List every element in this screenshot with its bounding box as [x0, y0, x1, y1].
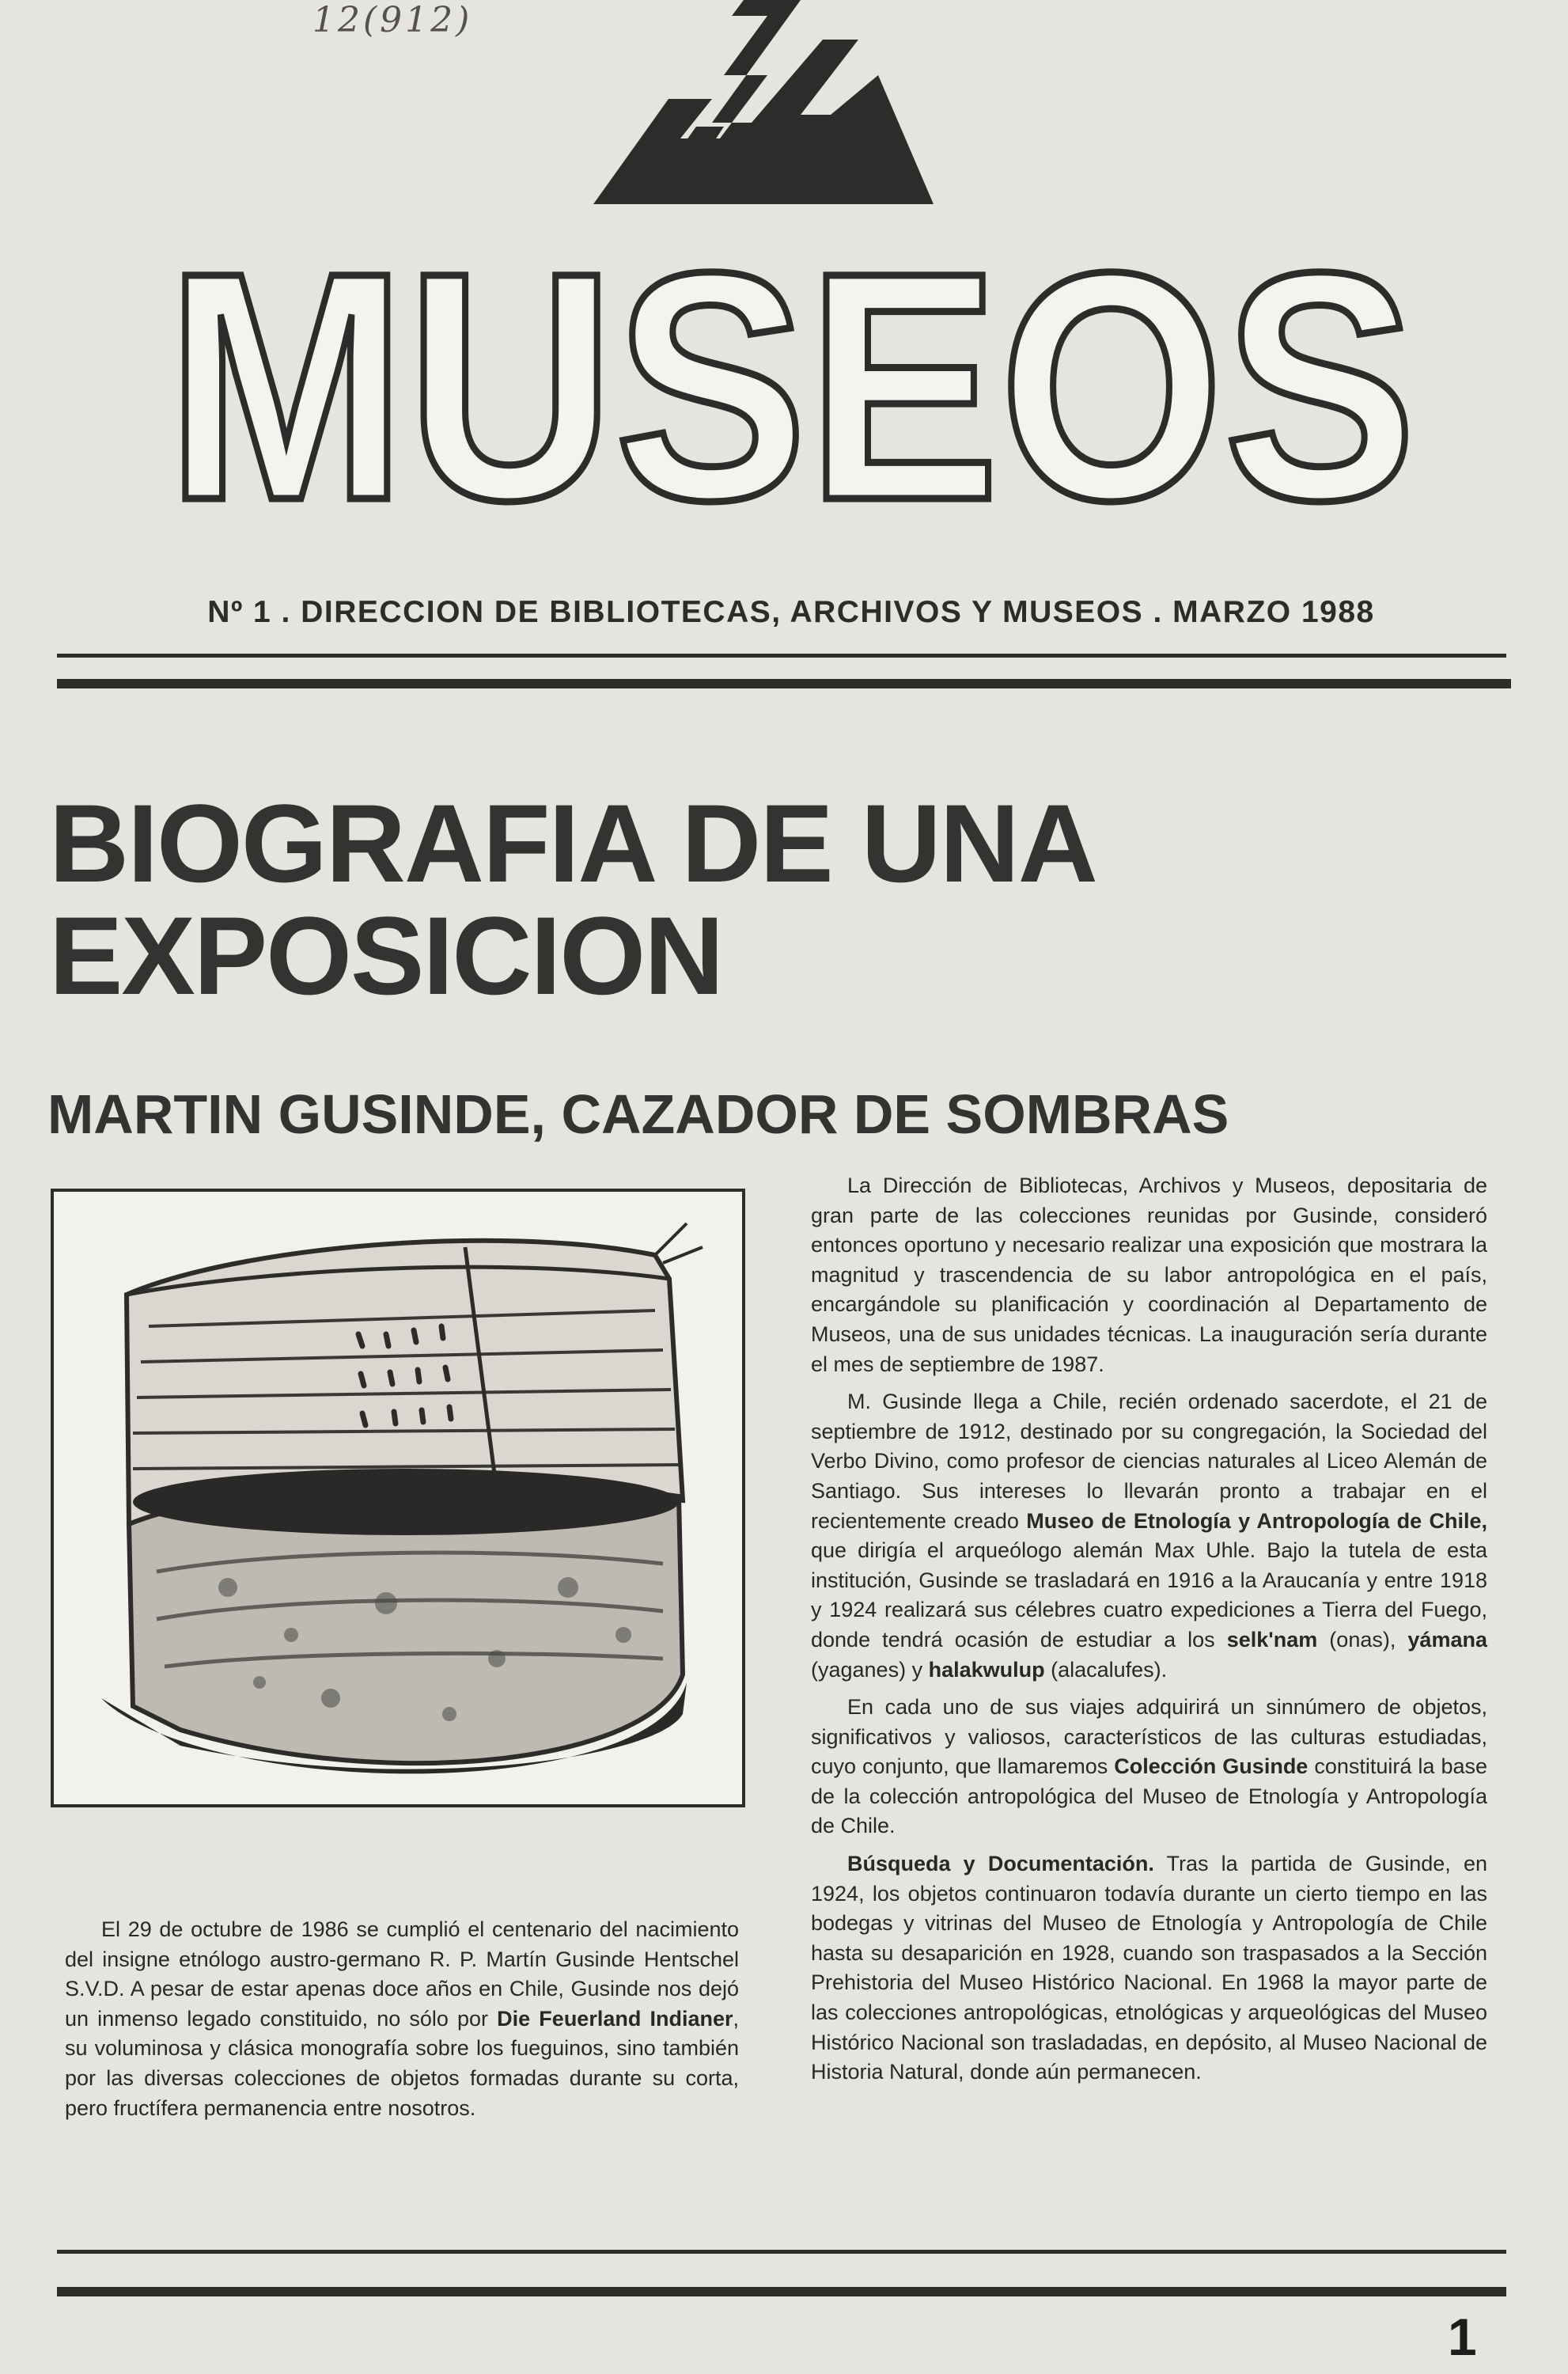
bold-text: Museo de Etnología y Antropología de Chile,	[1026, 1508, 1487, 1533]
article-left-column	[65, 1915, 739, 2131]
bold-text: halakwulup	[928, 1657, 1045, 1682]
headline-line-2: EXPOSICION	[49, 893, 723, 1018]
text-run: La Dirección de Bibliotecas, Archivos y Museos, depositaria de gran parte de las colecciones reunidas por Gusinde, consideró entonces oportuno y necesario realizar una exposición que mostrara la magnitud y trascendencia de su labor antropológica en el país, encargándole su planificación y coordinación al Departamento de Museos, una de sus unidades técnicas. La inauguración sería durante el mes de septiembre de 1987.	[811, 1174, 1487, 1376]
text-run: constituirá la base de la colección antropológica del Museo de Etnología y Antropología de Chile.	[811, 1754, 1487, 1838]
text-run: , su voluminosa y clásica monografía sobre los fueguinos, sino también por las diversas colecciones de objetos formadas durante su corta, pero fructífera permanencia entre nosotros.	[65, 2006, 739, 2120]
text-run: El 29 de octubre de 1986 se cumplió el centenario del nacimiento del insigne etnólogo austro-germano R. P. Martín Gusinde Hentschel S.V.D. A pesar de estar apenas doce años en Chile, Gusinde nos dejó un inmenso legado constituido, no sólo por	[65, 1917, 739, 2031]
illustration-frame	[51, 1189, 745, 1807]
issue-info-line: Nº 1 . DIRECCION DE BIBLIOTECAS, ARCHIVOS Y MUSEOS . MARZO 1988	[207, 595, 1375, 629]
article-paragraph	[65, 1915, 739, 2123]
headline-line-1: BIOGRAFIA DE UNA	[49, 781, 1096, 905]
footer-rule-thin	[57, 2250, 1506, 2254]
text-run: (onas),	[1317, 1627, 1408, 1652]
text-run: En cada uno de sus viajes adquirirá un sinnúmero de objetos, significativos y valiosos, característicos de las culturas estudiadas, cuyo conjunto, que llamaremos	[811, 1695, 1487, 1779]
masthead-rule-thick	[57, 679, 1511, 688]
text-run: que dirigía el arqueólogo alemán Max Uhle. Bajo la tutela de esta institución, Gusinde se trasladará en 1916 a la Araucanía y entre 1918 y 1924 realizará sus célebres cuatro expediciones a Tierra del Fuego, donde tendrá ocasión de estudiar a los	[811, 1538, 1487, 1652]
bold-text: Búsqueda y Documentación.	[847, 1852, 1154, 1876]
text-run: (alacalufes).	[1044, 1657, 1168, 1682]
bold-text: Colección Gusinde	[1114, 1754, 1309, 1779]
article-paragraph	[811, 1171, 1487, 1379]
bold-text: yámana	[1407, 1627, 1487, 1652]
article-paragraph	[811, 1693, 1487, 1841]
mountain-peaks-logo-icon	[593, 0, 934, 210]
text-run: M. Gusinde llega a Chile, recién ordenado sacerdote, el 21 de septiembre de 1912, destinado por su congregación, la Sociedad del Verbo Divino, como profesor de ciencias naturales al Liceo Alemán de Santiago. Sus intereses lo llevarán pronto a trabajar en el recientemente creado	[811, 1390, 1487, 1533]
footer-rule-thick	[57, 2287, 1506, 2296]
text-run: Tras la partida de Gusinde, en 1924, los objetos continuaron todavía durante un cierto tiempo en las bodegas y vitrinas del Museo de Etnología y Antropología de Chile hasta su desaparición en 1928, cuando son traspasados a la Sección Prehistoria del Museo Histórico Nacional. En 1968 la mayor parte de las colecciones antropológicas, etnológicas y arqueológicas del Museo Histórico Nacional son trasladadas, en depósito, al Museo Nacional de Historia Natural, donde aún permanecen.	[811, 1852, 1487, 2084]
page-number: 1	[1448, 2308, 1477, 2366]
masthead-title-text: MUSEOS	[166, 205, 1416, 567]
bark-basket-illustration-icon	[54, 1192, 742, 1804]
text-run: (yaganes) y	[811, 1657, 929, 1682]
masthead-rule-thin	[57, 654, 1506, 658]
article-subheadline: MARTIN GUSINDE, CAZADOR DE SOMBRAS	[47, 1083, 1229, 1145]
masthead-title	[158, 205, 1424, 567]
bold-text: selk'nam	[1226, 1627, 1318, 1652]
article-headline	[49, 781, 1157, 1018]
article-paragraph	[811, 1849, 1487, 2088]
article-right-column	[811, 1171, 1487, 2095]
bold-text: Die Feuerland Indianer	[497, 2006, 733, 2031]
article-paragraph	[811, 1387, 1487, 1685]
archive-pencil-note: 12(912)	[312, 0, 473, 40]
